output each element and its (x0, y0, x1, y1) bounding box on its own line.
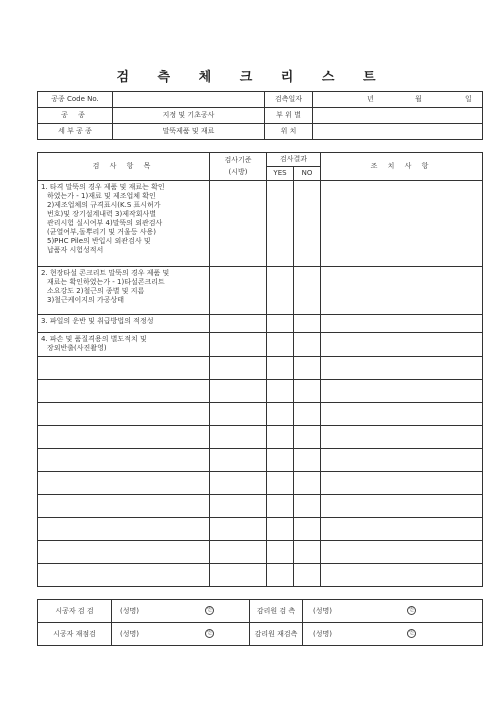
seal-mark-icon: 인 (205, 606, 214, 615)
blank-row (38, 472, 483, 495)
checklist-item-1: 1. 타격 말뚝의 경우 제품 및 재료는 확인 하였는가 - 1)재료 및 제조업체 확인 2)제조업체의 규격표시(K.S 표시허가 번호)및 장기설계내력 3)제작회사별 관리시험 실시여부 4)말뚝의 외관검사 (균열여부,돌뿌리기 및 거울등 사용) 5)PHC Pile의 반입시 외관검사 및 납품자 시험성적서 (38, 181, 210, 267)
detail-work-value: 말뚝제품 및 재료 (113, 124, 265, 140)
blank-row (38, 449, 483, 472)
checklist-item-3: 3. 파일의 운반 및 취급방법의 적정성 (38, 315, 210, 333)
work-type-label: 공 종 (38, 108, 113, 124)
no-cell[interactable] (294, 181, 321, 267)
blank-row (38, 541, 483, 564)
supervisor-reinspection-label: 감리원 재검측 (250, 623, 303, 646)
yes-cell[interactable] (267, 333, 294, 357)
result-column-header: 검사결과 (267, 153, 321, 167)
standard-cell[interactable] (210, 333, 267, 357)
name-placeholder: (성명) (120, 607, 139, 615)
no-cell[interactable] (294, 333, 321, 357)
contractor-reinspection-signature[interactable] (112, 623, 250, 646)
location-label: 위 치 (265, 124, 313, 140)
contractor-reinspection-label: 시공자 재점검 (38, 623, 112, 646)
blank-row (38, 357, 483, 380)
name-placeholder: (성명) (120, 630, 139, 638)
blank-row (38, 403, 483, 426)
standard-column-header: 검사기준 (시방) (210, 153, 267, 181)
yes-cell[interactable] (267, 315, 294, 333)
yes-cell[interactable] (267, 267, 294, 315)
blank-row (38, 518, 483, 541)
standard-cell[interactable] (210, 267, 267, 315)
name-placeholder: (성명) (313, 630, 332, 638)
supervisor-inspection-signature[interactable] (303, 600, 483, 623)
checklist-item-2: 2. 현장타설 콘크리트 말뚝의 경우 제품 및 재료는 확인하였는가 - 1)타설콘크리트 소요강도 2)철근의 종별 및 지름 3)철근케이지의 가공상태 (38, 267, 210, 315)
work-code-label: 공종 Code No. (38, 92, 113, 108)
work-code-value[interactable] (113, 92, 265, 108)
inspection-date-label: 검측일자 (265, 92, 313, 108)
location-value[interactable] (313, 124, 483, 140)
inspection-date-value[interactable] (313, 92, 483, 108)
action-cell[interactable] (321, 181, 483, 267)
action-column-header: 조 치 사 항 (321, 153, 483, 181)
contractor-inspection-label: 시공자 검 검 (38, 600, 112, 623)
no-cell[interactable] (294, 267, 321, 315)
supervisor-reinspection-signature[interactable] (303, 623, 483, 646)
action-cell[interactable] (321, 315, 483, 333)
seal-mark-icon: 인 (407, 629, 416, 638)
action-cell[interactable] (321, 333, 483, 357)
yes-cell[interactable] (267, 181, 294, 267)
document-title: 검 측 체 크 리 스 트 (116, 70, 388, 85)
checklist-table (37, 152, 483, 587)
date-month-label: 월 (415, 95, 422, 103)
blank-row (38, 426, 483, 449)
supervisor-inspection-label: 감리원 검 측 (250, 600, 303, 623)
work-type-value: 지정 및 기초공사 (113, 108, 265, 124)
part-value[interactable] (313, 108, 483, 124)
yes-column-header: YES (267, 167, 294, 181)
no-column-header: NO (294, 167, 321, 181)
contractor-inspection-signature[interactable] (112, 600, 250, 623)
part-label: 부 위 별 (265, 108, 313, 124)
detail-work-label: 세 부 공 종 (38, 124, 113, 140)
action-cell[interactable] (321, 267, 483, 315)
date-day-label: 일 (465, 95, 472, 103)
checklist-item-4: 4. 파손 및 품질격용의 별도적치 및 장외반출(사진촬영) (38, 333, 210, 357)
header-table (37, 91, 483, 140)
blank-row (38, 380, 483, 403)
blank-row (38, 564, 483, 587)
seal-mark-icon: 인 (407, 606, 416, 615)
standard-cell[interactable] (210, 315, 267, 333)
date-year-label: 년 (367, 95, 374, 103)
no-cell[interactable] (294, 315, 321, 333)
seal-mark-icon: 인 (205, 629, 214, 638)
signature-table (37, 599, 483, 646)
name-placeholder: (성명) (313, 607, 332, 615)
standard-cell[interactable] (210, 181, 267, 267)
items-column-header: 검 사 항 목 (38, 153, 210, 181)
blank-row (38, 495, 483, 518)
